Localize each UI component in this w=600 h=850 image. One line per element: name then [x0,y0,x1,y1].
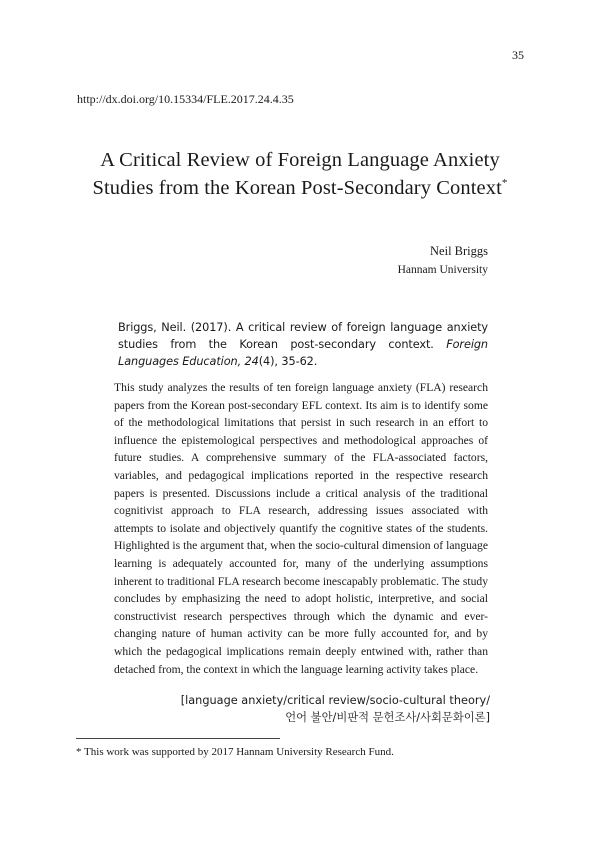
paper-title [40,146,560,202]
footnote-divider [76,738,280,739]
author-name: Neil Briggs [430,244,488,258]
title-line-2-text: Studies from the Korean Post-Secondary Context [92,177,502,199]
citation-tail: (4), 35-62. [258,355,318,368]
page-number: 35 [512,48,524,62]
keywords-line-2: 언어 불안/비판적 문헌조사/사회문화이론] [285,711,490,724]
citation-lead: Briggs, Neil. (2017). A critical review of foreign language anxiety studies from the Korean post-secondary context. [118,321,488,351]
abstract: This study analyzes the results of ten foreign language anxiety (FLA) research papers from the Korean post-secondary EFL context. Its aim is to identify some of the methodological limitations that persist in such research in an effort to influence the epistemological perspectives and methodological approaches of future studies. A comprehensive summary of the FLA-associated factors, variables, and pedagogical implications reported in the respective research papers is presented. Discussions include a critical analysis of the traditional cognitivist approach to FLA research, addressing issues associated with attempts to isolate and objectively quantify the cognitive states of the students. Highlighted is the argument that, when the socio-cultural dimension of language learning is adequately accounted for, many of the underlying assumptions inherent to traditional FLA research become inescapably problematic. The study concludes by emphasizing the need to adopt holistic, interpretive, and social constructivist research perspectives through which the dynamic and ever-changing nature of human activity can be more fully accounted for, and by which the pedagogical implications remain deeply entwined with, rather than detached from, the context in which the language learning activity takes place. [114,381,488,676]
author-affiliation: Hannam University [397,264,488,276]
title-line-1: A Critical Review of Foreign Language Anxiety [100,149,500,171]
title-line-2 [40,174,560,202]
keywords-line-1: [language anxiety/critical review/socio-cultural theory/ [180,694,490,707]
citation [118,319,488,370]
footnote: * This work was supported by 2017 Hannam University Research Fund. [76,746,394,758]
citation-journal: Foreign Languages Education, 24 [118,338,488,368]
keywords [181,692,490,726]
title-footnote-marker: * [501,177,508,190]
doi-link[interactable]: http://dx.doi.org/10.15334/FLE.2017.24.4.35 [77,92,294,106]
